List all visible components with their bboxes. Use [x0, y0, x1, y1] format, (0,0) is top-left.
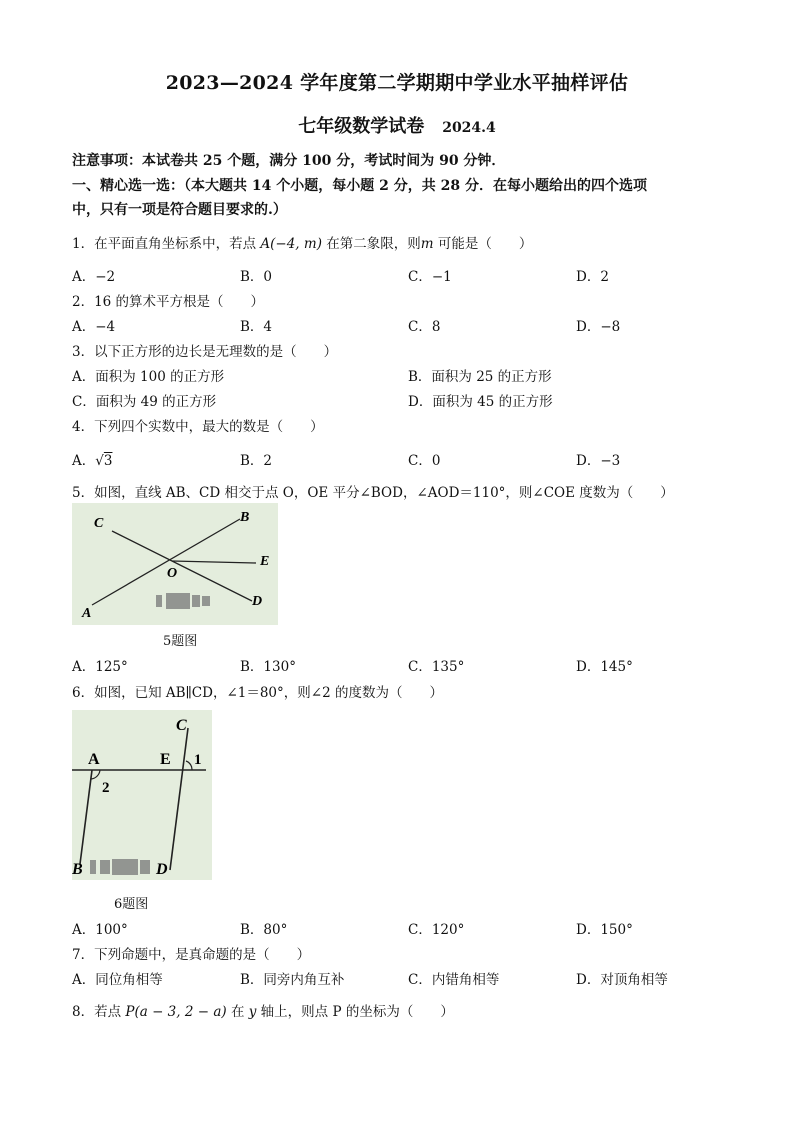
q5-option-b: B．130°: [240, 659, 296, 675]
exam-title: 2023—2024 学年度第二学期期中学业水平抽样评估: [165, 72, 629, 94]
q4-option-c: C．0: [408, 453, 441, 469]
q7-option-a: A．同位角相等: [72, 972, 163, 988]
q4-option-a: [72, 449, 112, 469]
q1-stem-part: 可能是（ ）: [433, 236, 533, 252]
subtitle-text: 七年级数学试卷: [298, 116, 425, 137]
q8-point-expr: P(a − 3, 2 − a): [125, 1004, 227, 1020]
sqrt-radicand: 3: [103, 453, 113, 469]
q5-option-d: D．145°: [576, 659, 633, 675]
label-c: C: [94, 516, 104, 531]
q1-var: m: [420, 236, 434, 252]
q1-option-a: A．−2: [72, 269, 116, 285]
label-o: O: [167, 566, 178, 581]
label-d: D: [156, 861, 168, 878]
q3-option-d: D．面积为 45 的正方形: [408, 394, 553, 410]
label-e: E: [260, 554, 270, 569]
label-a: A: [88, 751, 100, 768]
q4-option-d: D．−3: [576, 453, 621, 469]
q7-option-c: C．内错角相等: [408, 972, 500, 988]
q4-option-a-label: A．: [72, 453, 96, 469]
section1-instruction-line2: 中，只有一项是符合题目要求的.）: [72, 202, 287, 218]
figure-q5: [72, 503, 278, 625]
notice: 注意事项：本试卷共 25 个题，满分 100 分，考试时间为 90 分钟．: [72, 153, 506, 169]
q1-stem-part: 1．在平面直角坐标系中，若点: [72, 236, 261, 252]
q3-option-b: B．面积为 25 的正方形: [408, 369, 552, 385]
sqrt-symbol: √: [95, 453, 104, 469]
q6-option-d: D．150°: [576, 922, 633, 938]
q2-option-b: B．4: [240, 319, 273, 335]
question-8-stem: [72, 1000, 454, 1020]
q1-option-b: B．0: [240, 269, 273, 285]
question-2-stem: 2．16 的算术平方根是（ ）: [72, 294, 265, 310]
q6-option-b: B．80°: [240, 922, 288, 938]
label-b: B: [72, 861, 83, 878]
q1-stem-part: 在第二象限，则: [321, 236, 421, 252]
q8-stem-part: 在: [226, 1004, 249, 1020]
q1-option-c: C．−1: [408, 269, 452, 285]
q2-option-c: C．8: [408, 319, 441, 335]
exam-subtitle: [0, 112, 794, 138]
q7-option-b: B．同旁内角互补: [240, 972, 345, 988]
exam-date: 2024.4: [442, 120, 496, 136]
q2-option-a: A．−4: [72, 319, 116, 335]
label-c: C: [176, 717, 187, 734]
q6-option-a: A．100°: [72, 922, 128, 938]
question-1-stem: [72, 232, 532, 252]
question-3-stem: 3．以下正方形的边长是无理数的是（ ）: [72, 344, 338, 360]
question-6-stem: 6．如图，已知 AB∥CD，∠1＝80°，则∠2 的度数为（ ）: [72, 685, 443, 701]
q6-option-c: C．120°: [408, 922, 465, 938]
question-7-stem: 7．下列命题中，是真命题的是（ ）: [72, 947, 311, 963]
label-b: B: [240, 510, 250, 525]
q2-option-d: D．−8: [576, 319, 621, 335]
q8-stem-part: 8．若点: [72, 1004, 126, 1020]
figure-q6-background: [72, 710, 212, 880]
label-angle-1: 1: [194, 752, 202, 768]
q5-option-c: C．135°: [408, 659, 465, 675]
question-4-stem: 4．下列四个实数中，最大的数是（ ）: [72, 419, 324, 435]
section1-instruction-line1: 一、精心选一选：（本大题共 14 个小题，每小题 2 分，共 28 分．在每小题给出的四个选项: [72, 178, 647, 194]
q3-option-a: A．面积为 100 的正方形: [72, 369, 225, 385]
q1-option-d: D．2: [576, 269, 609, 285]
label-d: D: [252, 594, 263, 609]
q1-point-expr: A(−4, m): [260, 236, 322, 252]
label-angle-2: 2: [102, 780, 110, 796]
figure-q6-caption: 6题图: [114, 897, 149, 912]
figure-q5-caption: 5题图: [163, 634, 198, 649]
q8-stem-part: 轴上，则点 P 的坐标为（ ）: [256, 1004, 454, 1020]
question-5-stem: 5．如图，直线 AB、CD 相交于点 O，OE 平分∠BOD，∠AOD＝110°，则∠COE 度数为（ ）: [72, 485, 674, 501]
figure-q6: [72, 710, 212, 880]
label-e: E: [160, 751, 171, 768]
q4-option-b: B．2: [240, 453, 273, 469]
q5-option-a: A．125°: [72, 659, 128, 675]
q3-option-c: C．面积为 49 的正方形: [72, 394, 217, 410]
q8-var: y: [248, 1004, 257, 1020]
q7-option-d: D．对顶角相等: [576, 972, 668, 988]
label-a: A: [82, 606, 92, 621]
